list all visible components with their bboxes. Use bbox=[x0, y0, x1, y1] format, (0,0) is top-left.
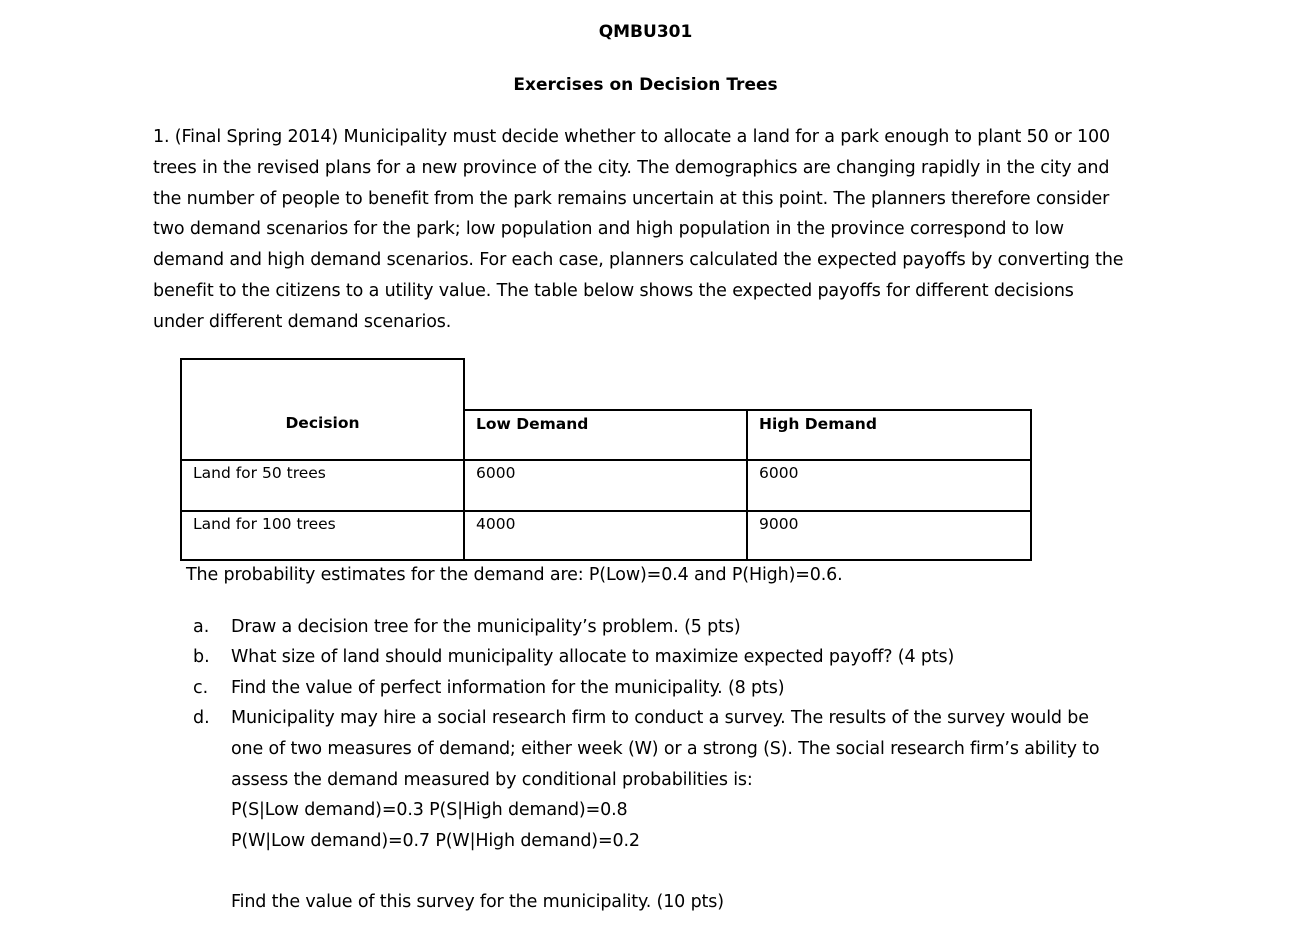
question-marker-d: d. bbox=[193, 708, 210, 728]
intro-line: the number of people to benefit from the park remains uncertain at this point. The planners therefore consider bbox=[153, 188, 1110, 209]
question-d-line: Municipality may hire a social research firm to conduct a survey. The results of the survey would be bbox=[231, 708, 1089, 728]
course-code: QMBU301 bbox=[598, 22, 693, 42]
table-row-1-high: 6000 bbox=[746, 459, 1032, 512]
question-marker-c: c. bbox=[193, 678, 209, 698]
question-c: Find the value of perfect information for the municipality. (8 pts) bbox=[231, 678, 785, 698]
table-row-2-high: 9000 bbox=[746, 510, 1032, 561]
table-header-high-demand: High Demand bbox=[746, 409, 1032, 461]
conditional-prob-strong: P(S|Low demand)=0.3 P(S|High demand)=0.8 bbox=[231, 800, 628, 820]
intro-line: 1. (Final Spring 2014) Municipality must decide whether to allocate a land for a park enough to plant 50 or 100 bbox=[153, 127, 1110, 147]
table-header-low-demand: Low Demand bbox=[463, 409, 748, 461]
table-row-2-decision: Land for 100 trees bbox=[180, 510, 465, 561]
page-title: Exercises on Decision Trees bbox=[513, 75, 778, 95]
question-d-line: one of two measures of demand; either week (W) or a strong (S). The social research firm’s ability to bbox=[231, 739, 1100, 759]
intro-line: under different demand scenarios. bbox=[153, 311, 452, 332]
problem-intro bbox=[153, 122, 1153, 338]
question-d-line: assess the demand measured by conditional probabilities is: bbox=[231, 770, 753, 790]
probability-note: The probability estimates for the demand are: P(Low)=0.4 and P(High)=0.6. bbox=[186, 565, 843, 585]
question-d-final: Find the value of this survey for the municipality. (10 pts) bbox=[231, 892, 724, 912]
intro-line: benefit to the citizens to a utility value. The table below shows the expected payoffs for different decisions bbox=[153, 280, 1074, 301]
question-b: What size of land should municipality allocate to maximize expected payoff? (4 pts) bbox=[231, 647, 955, 667]
question-marker-b: b. bbox=[193, 647, 210, 667]
intro-line: two demand scenarios for the park; low population and high population in the province correspond to low bbox=[153, 219, 1064, 240]
question-marker-a: a. bbox=[193, 617, 210, 637]
table-row-2-low: 4000 bbox=[463, 510, 748, 561]
question-a: Draw a decision tree for the municipality’s problem. (5 pts) bbox=[231, 617, 741, 637]
conditional-prob-weak: P(W|Low demand)=0.7 P(W|High demand)=0.2 bbox=[231, 831, 640, 851]
intro-line: trees in the revised plans for a new province of the city. The demographics are changing rapidly in the city and bbox=[153, 157, 1110, 178]
table-row-1-decision: Land for 50 trees bbox=[180, 459, 465, 512]
table-row-1-low: 6000 bbox=[463, 459, 748, 512]
intro-line: demand and high demand scenarios. For each case, planners calculated the expected payoffs by converting the bbox=[153, 250, 1124, 271]
table-header-decision: Decision bbox=[180, 358, 465, 461]
